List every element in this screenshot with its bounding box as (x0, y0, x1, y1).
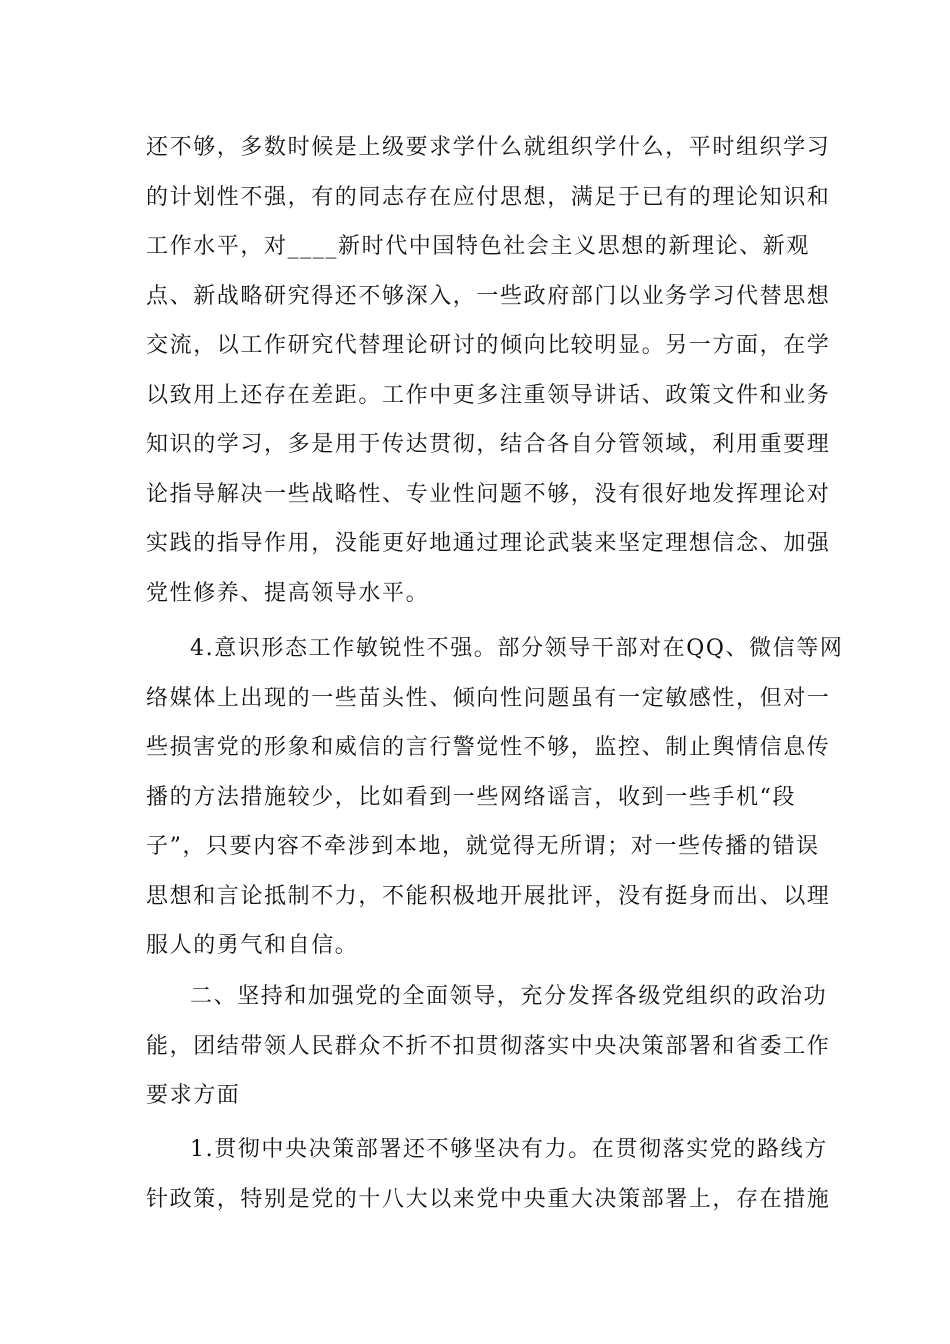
text-line: 4.意识形态工作敏锐性不强。部分领导干部对在QQ、微信等网 (190, 636, 844, 661)
text-line: 的计划性不强，有的同志存在应付思想，满足于已有的理论知识和 (146, 184, 831, 210)
section-heading-party-leadership (146, 972, 831, 1121)
text-line: 点、新战略研究得还不够深入，一些政府部门以业务学习代替思想 (146, 283, 831, 309)
paragraph-policy-implementation (146, 1125, 831, 1224)
text-line: 要求方面 (146, 1083, 241, 1108)
text-line: 实践的指导作用，没能更好地通过理论武装来坚定理想信念、加强 (146, 531, 831, 556)
paragraph-theory-study (146, 123, 831, 618)
text-line: 党性修养、提高领导水平。 (146, 580, 430, 606)
text-line: 能，团结带领人民群众不折不扣贯彻落实中央决策部署和省委工作 (146, 1033, 831, 1059)
text-line: 播的方法措施较少，比如看到一些网络谣言，收到一些手机“段 (146, 784, 797, 810)
text-line: 些损害党的形象和威信的言行警觉性不够，监控、制止舆情信息传 (146, 735, 831, 760)
text-line: 以致用上还存在差距。工作中更多注重领导讲话、政策文件和业务 (146, 382, 831, 408)
text-line: 子”，只要内容不牵涉到本地，就觉得无所谓；对一些传播的错误 (146, 834, 820, 859)
text-line: 还不够，多数时候是上级要求学什么就组织学什么，平时组织学习 (146, 135, 831, 160)
text-line: 1.贯彻中央决策部署还不够坚决有力。在贯彻落实党的路线方 (190, 1137, 828, 1162)
text-line: 思想和言论抵制不力，不能积极地开展批评，没有挺身而出、以理 (146, 883, 831, 909)
text-line: 知识的学习，多是用于传达贯彻，结合各自分管领域，利用重要理 (146, 432, 831, 457)
text-line: 论指导解决一些战略性、专业性问题不够，没有很好地发挥理论对 (146, 481, 831, 507)
text-line: 络媒体上出现的一些苗头性、倾向性问题虽有一定敏感性，但对一 (146, 685, 831, 711)
text-line: 交流，以工作研究代替理论研讨的倾向比较明显。另一方面，在学 (146, 333, 831, 358)
text-line: 针政策，特别是党的十八大以来党中央重大决策部署上，存在措施 (146, 1186, 831, 1212)
text-line: 工作水平，对____新时代中国特色社会主义思想的新理论、新观 (146, 234, 811, 259)
paragraph-ideology-work (146, 624, 844, 971)
text-line: 二、坚持和加强党的全面领导，充分发挥各级党组织的政治功 (190, 984, 828, 1009)
text-line: 服人的勇气和自信。 (146, 933, 359, 958)
